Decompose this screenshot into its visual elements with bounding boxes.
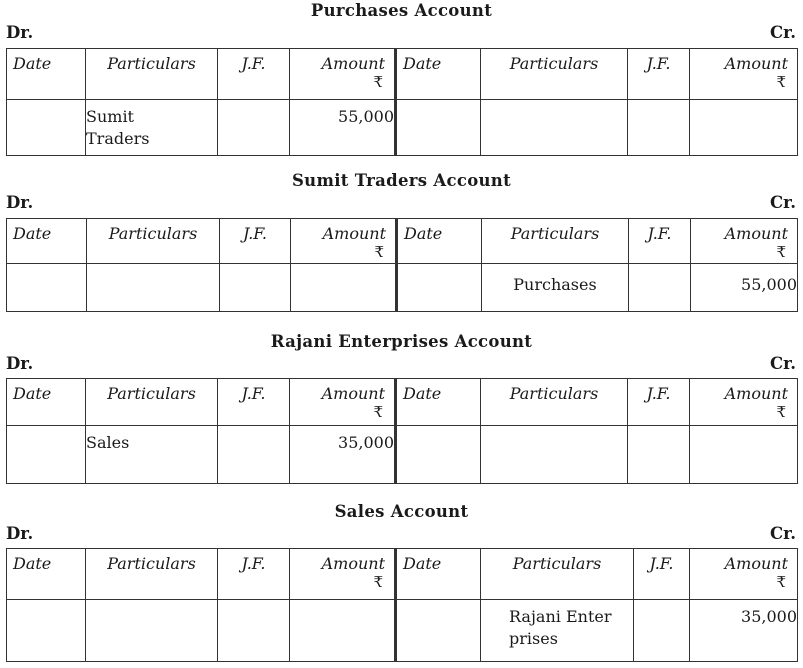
credit-jf-cell	[634, 600, 690, 662]
particulars-header: Particulars	[86, 49, 218, 100]
entry-row	[7, 600, 798, 662]
debit-label: Dr.	[6, 354, 34, 373]
amount-header: Amount ₹	[690, 379, 798, 426]
particulars-header: Particulars	[481, 379, 628, 426]
rupee-symbol: ₹	[373, 73, 383, 91]
entry-row	[7, 100, 798, 156]
particulars-header: Particulars	[481, 549, 634, 600]
debit-label: Dr.	[6, 193, 34, 212]
header-row	[7, 219, 798, 264]
debit-particulars-cell: Sales	[86, 426, 218, 484]
rupee-symbol: ₹	[373, 403, 383, 421]
account-title: Rajani Enterprises Account	[270, 332, 533, 351]
rupee-symbol: ₹	[776, 243, 786, 261]
credit-amount-cell	[690, 426, 798, 484]
dr-cr-row	[0, 354, 803, 374]
amount-header: Amount ₹	[290, 379, 396, 426]
entry-row	[7, 426, 798, 484]
dr-cr-row	[0, 193, 803, 213]
debit-date-cell	[7, 600, 86, 662]
amount-header: Amount ₹	[291, 219, 397, 264]
debit-amount-cell	[290, 600, 396, 662]
particulars-header: Particulars	[87, 219, 220, 264]
header-row	[7, 49, 798, 100]
amount-header: Amount ₹	[290, 49, 396, 100]
dr-cr-row	[0, 23, 803, 43]
debit-label: Dr.	[6, 23, 34, 42]
debit-label: Dr.	[6, 524, 34, 543]
date-header: Date	[7, 379, 86, 426]
ledger-table	[6, 378, 798, 484]
jf-header: J.F.	[218, 49, 290, 100]
credit-label: Cr.	[769, 524, 796, 543]
credit-label: Cr.	[769, 193, 796, 212]
jf-header: J.F.	[629, 219, 691, 264]
debit-amount-cell	[291, 264, 397, 312]
date-header: Date	[7, 549, 86, 600]
account-title: Sales Account	[334, 502, 469, 521]
jf-header: J.F.	[220, 219, 291, 264]
header-row	[7, 549, 798, 600]
credit-jf-cell	[628, 426, 690, 484]
credit-date-cell	[397, 264, 482, 312]
date-header: Date	[396, 549, 481, 600]
debit-jf-cell	[220, 264, 291, 312]
debit-particulars-cell: Sumit Traders	[86, 100, 218, 156]
jf-header: J.F.	[218, 379, 290, 426]
ledger-table	[6, 48, 798, 156]
credit-label: Cr.	[769, 354, 796, 373]
rupee-symbol: ₹	[776, 73, 786, 91]
jf-header: J.F.	[634, 549, 690, 600]
credit-date-cell	[396, 600, 481, 662]
credit-particulars-cell: Rajani Enter prises	[481, 600, 634, 662]
account-title: Purchases Account	[310, 1, 493, 20]
credit-amount-cell	[690, 100, 798, 156]
amount-header: Amount ₹	[290, 549, 396, 600]
amount-header: Amount ₹	[691, 219, 798, 264]
ledger-table	[6, 548, 798, 662]
dr-cr-row	[0, 524, 803, 544]
credit-jf-cell	[628, 100, 690, 156]
credit-label: Cr.	[769, 23, 796, 42]
particulars-header: Particulars	[481, 49, 628, 100]
rupee-symbol: ₹	[776, 573, 786, 591]
particulars-header: Particulars	[482, 219, 629, 264]
debit-amount-cell: 35,000	[290, 426, 396, 484]
debit-particulars-cell	[86, 600, 218, 662]
credit-particulars-cell	[481, 100, 628, 156]
credit-amount-cell: 55,000	[691, 264, 798, 312]
particulars-header: Particulars	[86, 379, 218, 426]
debit-jf-cell	[218, 100, 290, 156]
jf-header: J.F.	[628, 49, 690, 100]
debit-amount-cell: 55,000	[290, 100, 396, 156]
credit-date-cell	[396, 426, 481, 484]
rupee-symbol: ₹	[373, 573, 383, 591]
debit-jf-cell	[218, 426, 290, 484]
ledger-table	[6, 218, 798, 312]
header-row	[7, 379, 798, 426]
rupee-symbol: ₹	[776, 403, 786, 421]
credit-particulars-cell: Purchases	[482, 264, 629, 312]
debit-jf-cell	[218, 600, 290, 662]
date-header: Date	[396, 49, 481, 100]
credit-jf-cell	[629, 264, 691, 312]
debit-particulars-cell	[87, 264, 220, 312]
debit-date-cell	[7, 100, 86, 156]
date-header: Date	[7, 219, 87, 264]
particulars-header: Particulars	[86, 549, 218, 600]
rupee-symbol: ₹	[374, 243, 384, 261]
amount-header: Amount ₹	[690, 549, 798, 600]
credit-particulars-cell	[481, 426, 628, 484]
date-header: Date	[7, 49, 86, 100]
date-header: Date	[397, 219, 482, 264]
credit-date-cell	[396, 100, 481, 156]
account-title: Sumit Traders Account	[291, 171, 512, 190]
date-header: Date	[396, 379, 481, 426]
credit-amount-cell: 35,000	[690, 600, 798, 662]
debit-date-cell	[7, 264, 87, 312]
amount-header: Amount ₹	[690, 49, 798, 100]
debit-date-cell	[7, 426, 86, 484]
jf-header: J.F.	[628, 379, 690, 426]
entry-row	[7, 264, 798, 312]
jf-header: J.F.	[218, 549, 290, 600]
